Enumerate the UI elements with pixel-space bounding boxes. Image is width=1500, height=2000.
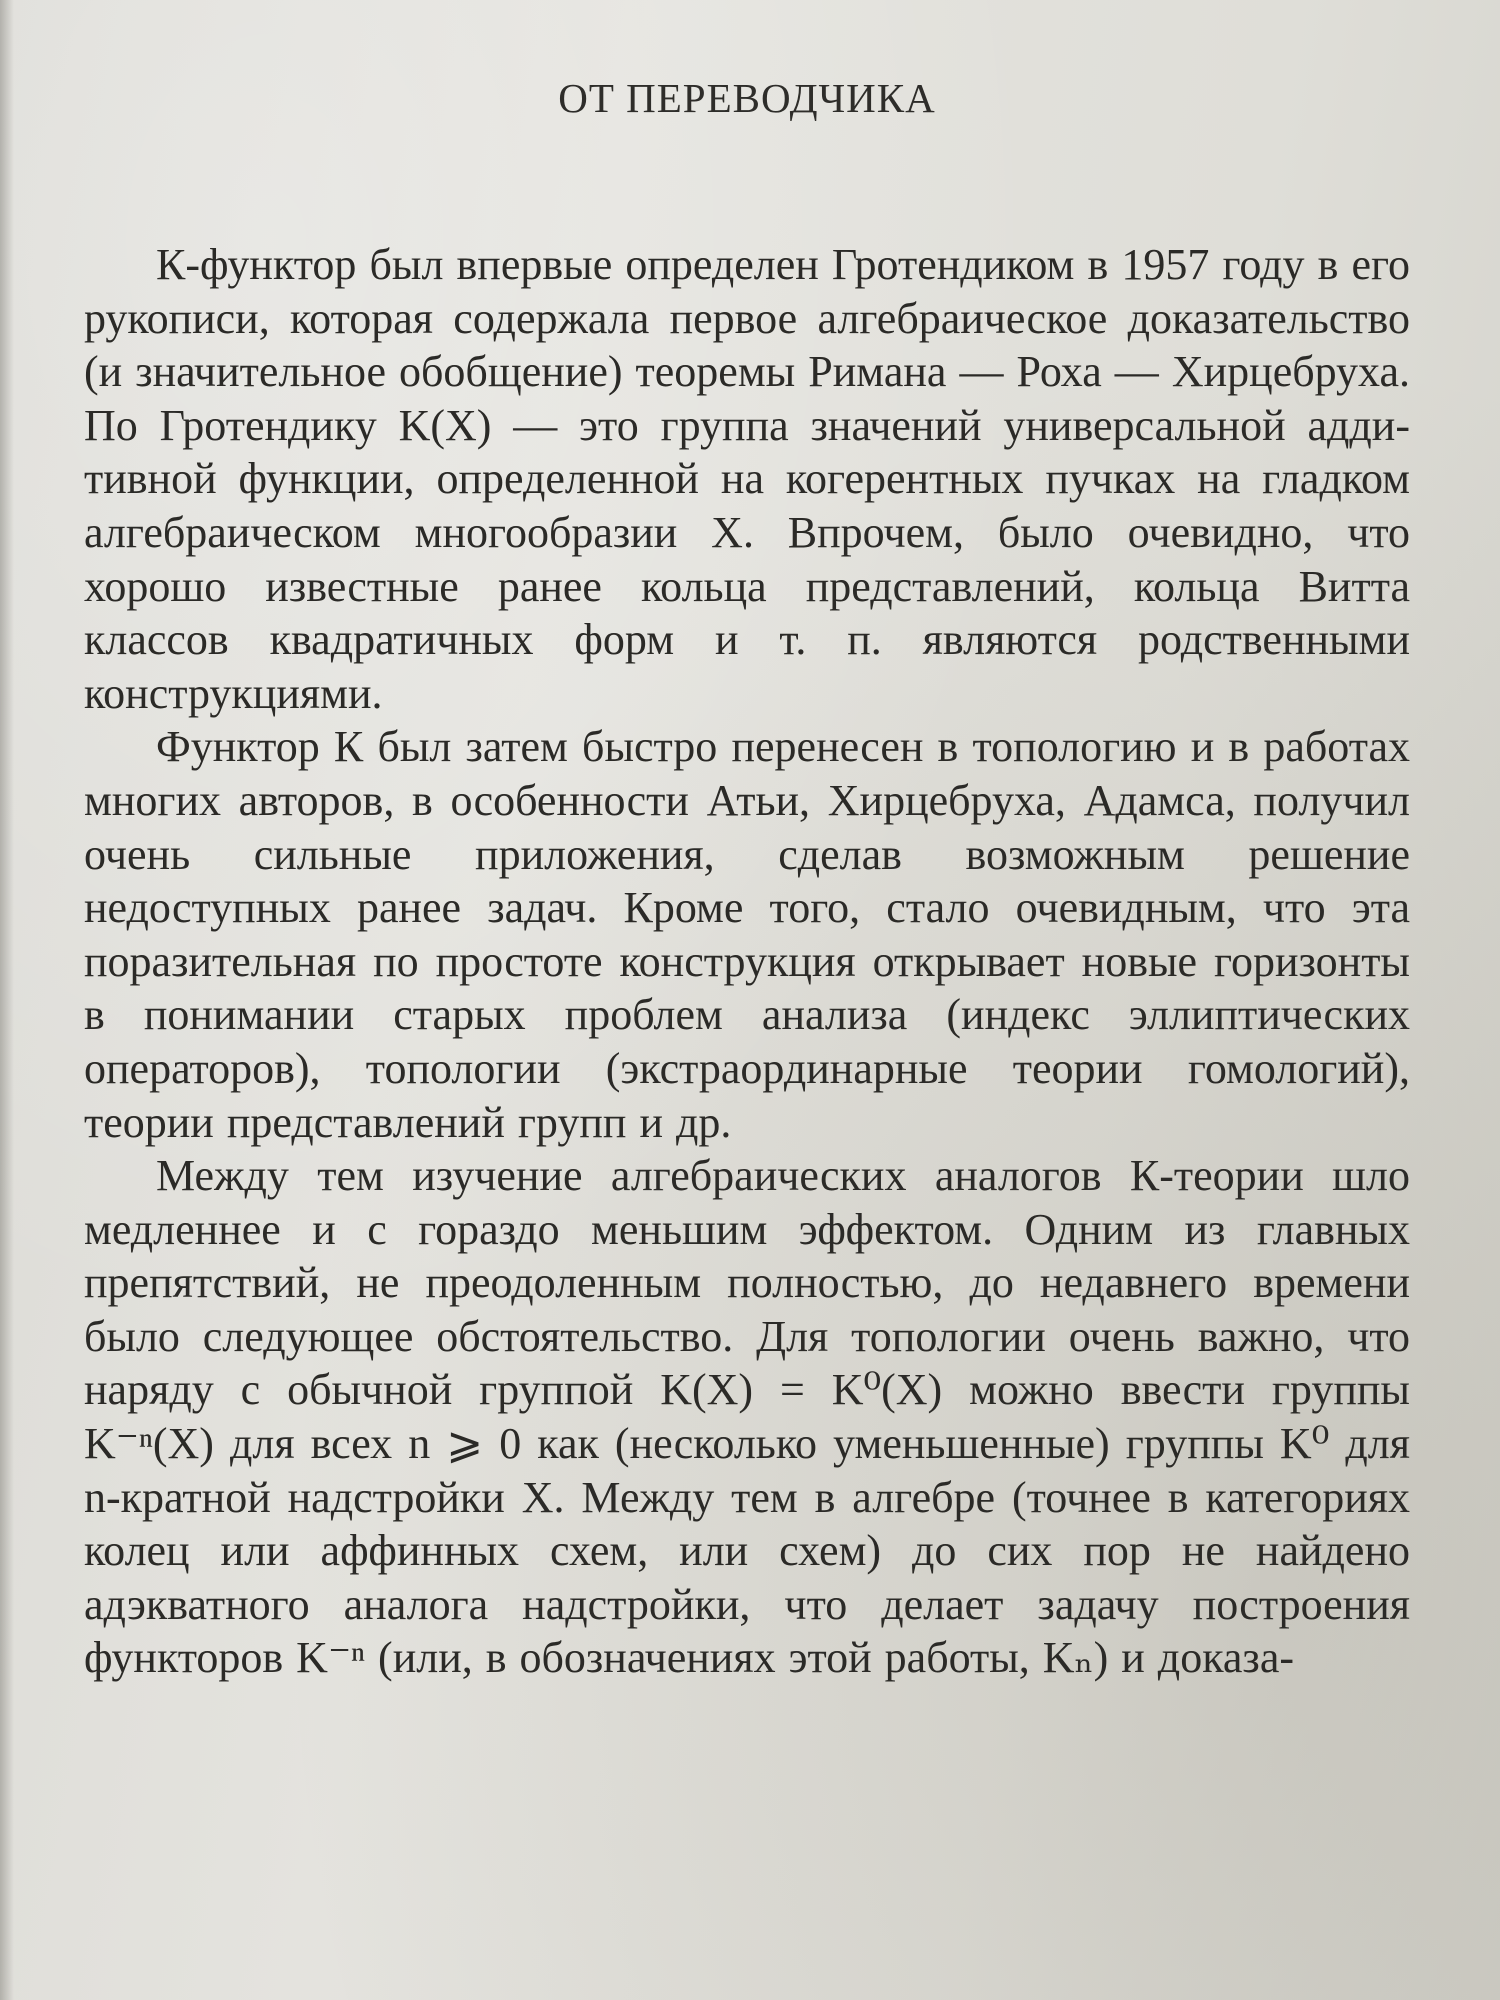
- paragraph-2: Функтор К был затем быстро перенесен в топологию и в работах многих авторов, в особенности Атьи, Хирцебруха, Адамса, получил очень сильные приложения, сделав возможным решение недоступных ранее задач. Кроме того, стало очевидным, что эта поразительная по простоте конструкция открывает новые горизонты в понимании старых проблем анализа (индекс эллиптических операторов), топологии (экстраординарные теории гомологий), теории представлений групп и др.: [84, 722, 1410, 1147]
- paragraph-3: Между тем изучение алгебраических аналогов К-теории шло медленнее и с гораздо меньшим эффектом. Одним из главных препятствий, не преодоленным полностью, до недавнего времени было следующее обстоятельство. Для топологии очень важно, что наряду с обычной группой K(X) = K⁰(X) можно ввести группы K⁻ⁿ(X) для всех n ⩾ 0 как (несколько уменьшенные) группы K⁰ для n-кратной надстройки X. Между тем в алгебре (точнее в категориях колец или аффинных схем, или схем) до сих пор не найдено адэкватного аналога надстройки, что делает задачу построения функторов K⁻ⁿ (или, в обозначениях этой работы, Kₙ) и доказа-: [84, 1151, 1410, 1683]
- body-text: [84, 238, 1410, 1685]
- paragraph-1: К-функтор был впервые определен Гротендиком в 1957 году в его рукописи, которая содержала первое алгебраическое доказательство (и значительное обобщение) теоремы Римана — Роха — Хирцебруха. По Гротендику K(X) — это группа значений универсальной аддитивной функции, определенной на когерентных пучках на гладком алгебраическом многообразии X. Впрочем, было очевидно, что хорошо известные ранее кольца представлений, кольца Витта классов квадратичных форм и т. п. являются родственными конструкциями.: [84, 240, 1410, 718]
- page-heading: ОТ ПЕРЕВОДЧИКА: [558, 75, 936, 121]
